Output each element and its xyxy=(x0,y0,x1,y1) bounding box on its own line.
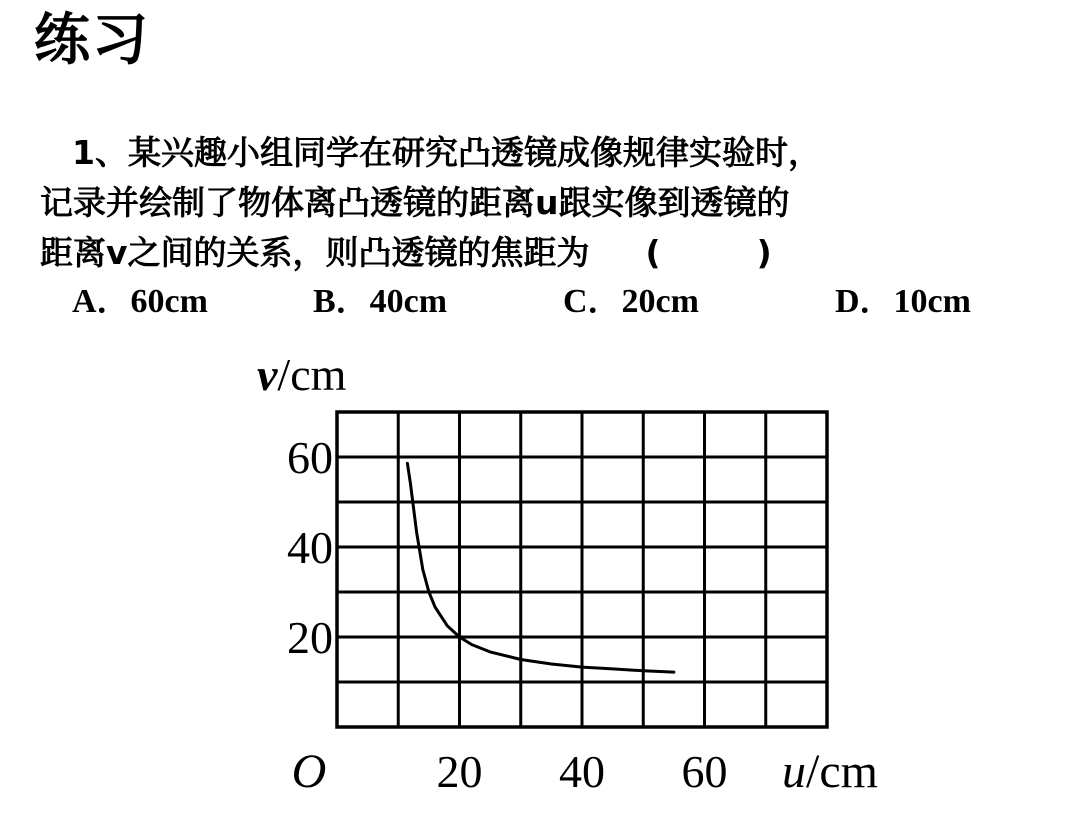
y-tick-label: 20 xyxy=(287,612,333,663)
x-tick-label: 20 xyxy=(436,746,483,797)
y-axis-variable: v xyxy=(257,349,278,400)
y-axis-unit: /cm xyxy=(277,349,347,400)
option-c: C．20cm xyxy=(563,283,699,320)
question-line-1: 1、某兴趣小组同学在研究凸透镜成像规律实验时， xyxy=(72,133,821,172)
tick-labels xyxy=(287,432,728,797)
series-line xyxy=(407,463,674,672)
answer-options xyxy=(0,278,1080,326)
origin-label: O xyxy=(291,745,327,798)
y-axis-label xyxy=(257,349,347,400)
question-text xyxy=(40,128,1040,278)
question-line-2: 记录并绘制了物体离凸透镜的距离u跟实像到透镜的 xyxy=(40,183,790,222)
x-tick-label: 40 xyxy=(559,746,605,797)
x-tick-label: 60 xyxy=(681,746,728,797)
paren-open: ( xyxy=(645,233,661,272)
axis-labels xyxy=(257,349,878,798)
x-axis-variable: u xyxy=(782,745,806,798)
x-axis-label xyxy=(782,745,878,798)
series-group xyxy=(407,463,674,672)
y-tick-label: 60 xyxy=(287,432,333,483)
chart-area xyxy=(0,340,1080,810)
question-line-3-text: 距离v之间的关系，则凸透镜的焦距为 xyxy=(40,233,590,272)
y-tick-label: 40 xyxy=(287,522,333,573)
option-d: D．10cm xyxy=(835,283,971,320)
question-line-3 xyxy=(40,228,1040,278)
option-a: A．60cm xyxy=(72,283,208,320)
option-b: B．40cm xyxy=(313,283,448,320)
answer-parentheses xyxy=(646,228,772,278)
paren-close: ) xyxy=(756,233,772,272)
slide-title: 练习 xyxy=(34,8,150,73)
x-axis-unit: /cm xyxy=(806,745,878,798)
grid-lines xyxy=(337,412,827,727)
u-v-graph xyxy=(0,340,1080,810)
